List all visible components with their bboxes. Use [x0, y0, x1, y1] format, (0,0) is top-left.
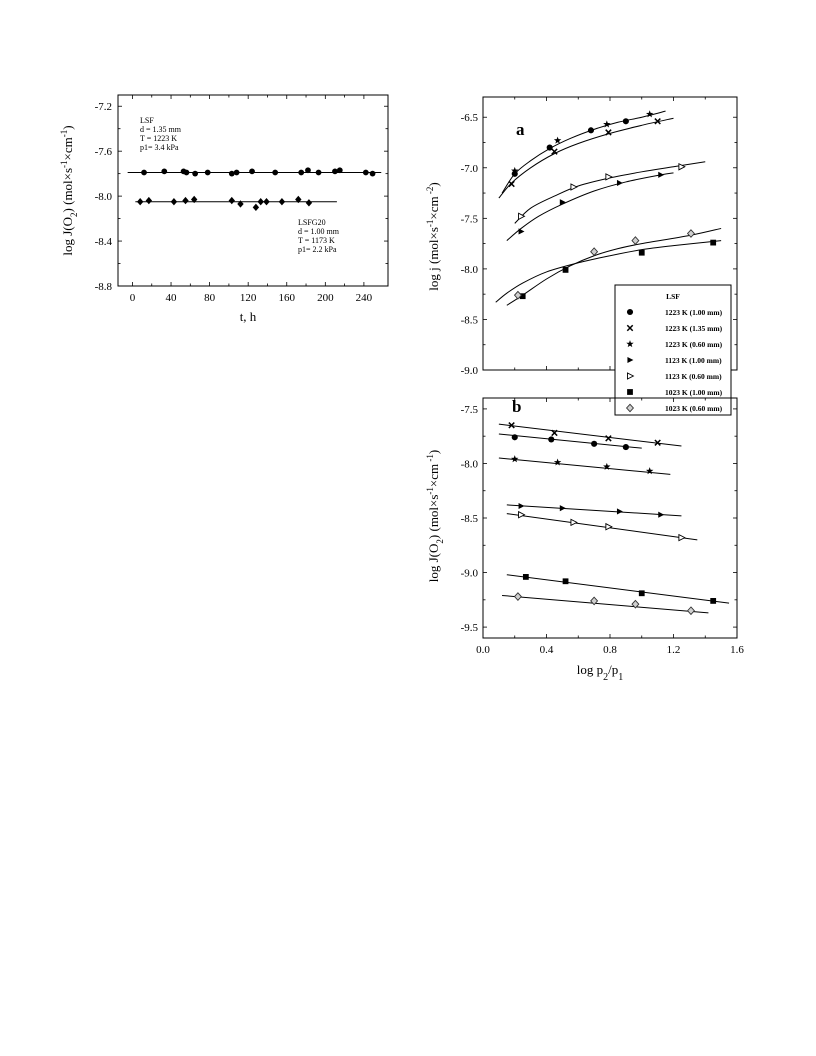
y-axis-label-group: [59, 125, 79, 255]
circle-point: [249, 169, 255, 175]
y-axis-label-group: [425, 182, 441, 290]
y-axis-label-part: -1: [59, 160, 69, 168]
diamond-point: [279, 198, 285, 205]
square-point: [710, 598, 716, 604]
x-axis-label-part: 2: [603, 671, 609, 683]
diamond-open-point: [632, 237, 639, 244]
diamond-point: [258, 198, 264, 205]
legend-label: 1023 K (0.60 mm): [665, 404, 723, 413]
circle-point: [623, 118, 629, 124]
x-axis-label: [577, 662, 624, 683]
circle-point: [316, 170, 322, 176]
x-tick-label: 40: [165, 292, 177, 304]
annotation-line: T = 1223 K: [140, 134, 178, 143]
circle-point: [591, 441, 597, 447]
y-tick-label: -8.0: [460, 263, 478, 276]
y-tick-label: -8.5: [460, 314, 478, 327]
tri-point: [560, 505, 566, 511]
fit-line: [507, 514, 698, 540]
x-tick-label: 0.8: [603, 644, 617, 656]
legend-label: 1023 K (1.00 mm): [665, 388, 723, 397]
square-point: [523, 574, 529, 580]
x-tick-label: 80: [204, 292, 216, 304]
fit-curve: [502, 111, 666, 193]
y-axis-label: [425, 182, 441, 290]
tri-point: [617, 508, 623, 514]
tri-open-point: [679, 535, 685, 541]
circle-point: [588, 127, 594, 133]
circle-point: [298, 170, 304, 176]
annotation-line: p1= 3.4 kPa: [140, 143, 179, 152]
circle-point: [161, 169, 167, 175]
annotation-line: LSFG20: [298, 218, 326, 227]
diamond-point: [182, 197, 188, 204]
circle-point: [141, 170, 147, 176]
tri-point: [617, 180, 623, 186]
diamond-point: [146, 197, 152, 204]
circle-point: [229, 171, 235, 177]
y-tick-label: -8.0: [460, 458, 478, 471]
y-tick-label: -8.0: [94, 191, 112, 204]
y-axis-label-part: ×cm: [426, 196, 441, 220]
y-tick-label: -7.5: [460, 403, 478, 416]
plot-frame: [118, 95, 388, 286]
y-axis-label-part: log J(O: [426, 543, 441, 583]
x-tick-label: 0: [129, 292, 136, 304]
square-point: [710, 240, 716, 246]
square-point: [639, 590, 645, 596]
y-axis-label-part: -1: [59, 129, 69, 138]
tri-point: [658, 512, 664, 518]
y-axis-label-part: log j (mol×s: [426, 227, 441, 291]
legend-square-marker: [627, 389, 633, 395]
tri-point: [519, 503, 525, 509]
y-axis-label-part: -1: [425, 487, 435, 495]
y-axis-label: [425, 450, 445, 582]
chart-left: [59, 95, 388, 324]
x-tick-label: 0.0: [476, 644, 490, 656]
legend-label: 1123 K (0.60 mm): [665, 372, 722, 381]
y-axis-label-part: -2: [425, 186, 435, 197]
tri-open-point: [606, 174, 612, 180]
y-axis-label-part: -1: [425, 454, 435, 464]
y-tick-label: -8.8: [94, 281, 112, 293]
circle-point: [192, 171, 198, 177]
circle-point: [337, 167, 343, 173]
diamond-open-point: [688, 607, 695, 614]
cross-point: [509, 181, 514, 186]
circle-point: [623, 444, 629, 450]
legend-label: 1223 K (0.60 mm): [665, 340, 723, 349]
diamond-point: [263, 198, 269, 205]
legend: [615, 285, 731, 415]
tri-open-point: [606, 524, 612, 530]
annotation-line: LSF: [140, 116, 154, 125]
panel-label-a: a: [516, 120, 525, 139]
legend-label: 1123 K (1.00 mm): [665, 356, 722, 365]
y-tick-label: -8.5: [460, 513, 478, 525]
y-axis-label-part: ×cm: [426, 463, 441, 488]
diamond-point: [137, 198, 143, 205]
y-axis-label-part: ) (mol×s: [426, 494, 441, 540]
x-axis-label-part: /p: [608, 662, 619, 677]
circle-point: [205, 170, 211, 176]
y-axis-label-part: ): [60, 125, 75, 130]
y-tick-label: -7.5: [460, 213, 478, 226]
circle-point: [184, 170, 190, 176]
annotation-line: T = 1173 K: [298, 236, 335, 245]
legend-circle-marker: [627, 309, 633, 315]
x-tick-label: 160: [278, 292, 295, 304]
star-point: [511, 455, 518, 462]
circle-point: [272, 170, 278, 176]
star-point: [554, 458, 561, 465]
x-tick-label: 240: [355, 292, 373, 304]
y-tick-label: -9.0: [460, 567, 478, 580]
panel-label-b: b: [512, 397, 522, 416]
y-axis-label-part: ×cm: [60, 137, 75, 161]
cross-point: [606, 436, 611, 441]
y-axis-label-part: log J(O: [60, 216, 75, 256]
y-axis-label-part: ): [426, 182, 441, 187]
x-tick-label: 0.4: [539, 644, 554, 656]
y-axis-label-group: [425, 450, 445, 582]
diamond-point: [306, 199, 312, 206]
x-axis-label-part: log p: [576, 662, 604, 677]
x-axis-label-part: 1: [618, 671, 624, 683]
circle-point: [512, 434, 518, 440]
fit-curve: [499, 118, 674, 198]
y-tick-label: -7.2: [94, 101, 112, 114]
x-tick-label: 120: [239, 292, 257, 304]
y-axis-label-part: ): [426, 449, 441, 455]
y-tick-label: -6.5: [460, 112, 478, 125]
y-tick-label: -7.0: [460, 162, 478, 175]
tri-open-point: [571, 519, 577, 525]
legend-label: 1223 K (1.35 mm): [665, 324, 723, 333]
diamond-point: [253, 204, 259, 211]
circle-point: [234, 170, 240, 176]
x-tick-label: 1.6: [730, 644, 744, 656]
diamond-open-point: [515, 593, 522, 600]
star-point: [646, 467, 653, 474]
y-axis-label: [59, 125, 79, 255]
circle-point: [548, 436, 554, 442]
tri-open-point: [571, 184, 577, 190]
y-axis-label-part: ) (mol×s: [60, 167, 75, 213]
diamond-point: [171, 198, 177, 205]
circle-point: [305, 167, 311, 173]
y-tick-label: -7.6: [94, 146, 112, 159]
y-axis-label-part: -1: [425, 219, 435, 228]
fit-line: [499, 458, 670, 474]
square-point: [639, 250, 645, 256]
chart-a: [425, 97, 737, 415]
legend-label: 1223 K (1.00 mm): [665, 308, 723, 317]
legend-title: LSF: [666, 292, 680, 301]
x-tick-label: 200: [317, 292, 334, 304]
fit-line: [499, 434, 642, 448]
diamond-point: [229, 197, 235, 204]
circle-point: [363, 170, 369, 176]
circle-point: [332, 169, 338, 175]
y-axis-label-part: 2: [435, 539, 445, 544]
y-tick-label: -8.4: [94, 236, 112, 249]
diamond-open-point: [591, 248, 598, 255]
tri-point: [519, 228, 525, 234]
x-tick-label: 1.2: [666, 644, 681, 656]
annotation-line: d = 1.00 mm: [298, 227, 339, 236]
annotation-line: d = 1.35 mm: [140, 125, 181, 134]
square-point: [563, 578, 569, 584]
y-tick-label: -9.0: [460, 365, 478, 377]
y-axis-label-part: 2: [69, 212, 79, 217]
plot-frame: [483, 398, 737, 638]
square-point: [563, 267, 569, 273]
x-axis-label: t, h: [239, 309, 257, 324]
chart-b: [425, 397, 744, 683]
annotation-line: p1= 2.2 kPa: [298, 245, 337, 254]
tri-open-point: [519, 512, 525, 518]
y-tick-label: -9.5: [460, 622, 478, 635]
fit-line: [507, 505, 682, 516]
fit-line: [502, 595, 708, 612]
tri-point: [658, 172, 664, 178]
circle-point: [370, 171, 376, 177]
